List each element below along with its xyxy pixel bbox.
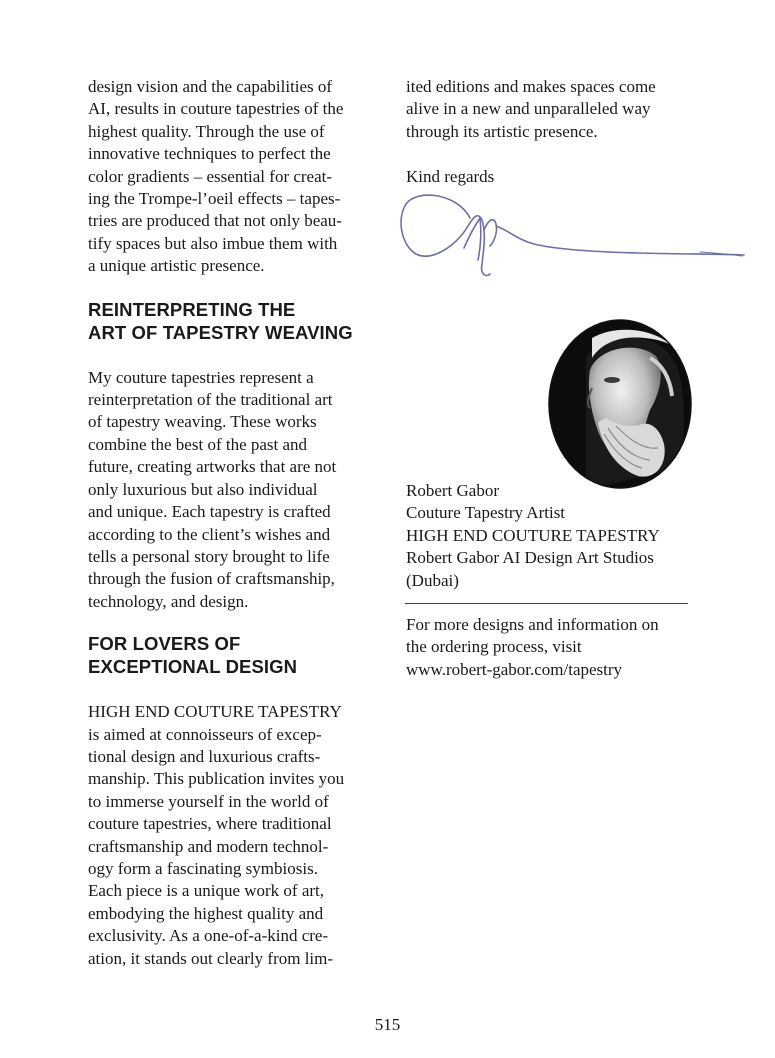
- left-column: [88, 76, 372, 970]
- text-line: For more designs and information on: [406, 615, 659, 634]
- text-line: color gradients – essential for creat-: [88, 166, 333, 186]
- text-line: highest quality. Through the use of: [88, 121, 325, 141]
- text-line: a unique artistic presence.: [88, 256, 265, 276]
- more-info: [406, 614, 659, 681]
- text-line: ogy form a fascinating symbiosis.: [88, 858, 318, 878]
- text-line: My couture tapestries represent a: [88, 367, 314, 387]
- intro-paragraph: [88, 76, 372, 278]
- paragraph-gap: [406, 143, 691, 165]
- author-info: [406, 480, 660, 592]
- studio-location: (Dubai): [406, 570, 459, 590]
- text-line: reinterpretation of the traditional art: [88, 390, 333, 410]
- text-line: embodying the highest quality and: [88, 903, 324, 923]
- text-line: through the fusion of craftsmanship,: [88, 569, 335, 589]
- text-line: is aimed at connoisseurs of excep-: [88, 724, 322, 744]
- text-line: through its artistic presence.: [406, 121, 598, 141]
- text-line: tries are produced that not only beau-: [88, 211, 342, 231]
- reinterpreting-paragraph: [88, 367, 372, 613]
- text-line: ation, it stands out clearly from lim-: [88, 948, 334, 968]
- author-portrait: [546, 318, 694, 490]
- section-heading-lovers: [88, 632, 372, 678]
- text-line: ited editions and makes spaces come: [406, 77, 656, 96]
- text-line: technology, and design.: [88, 591, 249, 611]
- website-link[interactable]: www.robert-gabor.com/tapestry: [406, 659, 623, 679]
- publication-name: HIGH END COUTURE TAPESTRY: [406, 525, 660, 545]
- text-line: tells a personal story brought to life: [88, 546, 330, 566]
- text-line: and unique. Each tapestry is crafted: [88, 502, 331, 522]
- text-line: future, creating artworks that are not: [88, 457, 337, 477]
- heading-line: EXCEPTIONAL DESIGN: [88, 656, 298, 678]
- signature-icon: [398, 190, 750, 282]
- text-line: tify spaces but also imbue them with: [88, 233, 338, 253]
- continuation-paragraph: [406, 76, 691, 143]
- text-line: tional design and luxurious crafts-: [88, 746, 321, 766]
- text-line: couture tapestries, where traditional: [88, 814, 332, 834]
- studio-name: Robert Gabor AI Design Art Studios: [406, 548, 654, 568]
- page-number: 515: [374, 1015, 401, 1034]
- text-line: the ordering process, visit: [406, 637, 582, 657]
- text-line: of tapestry weaving. These works: [88, 412, 317, 432]
- closing-text: Kind regards: [406, 166, 495, 186]
- text-line: innovative techniques to perfect the: [88, 144, 331, 164]
- author-name: Robert Gabor: [406, 481, 500, 500]
- text-line: according to the client’s wishes and: [88, 524, 331, 544]
- heading-line: FOR LOVERS OF: [88, 633, 241, 655]
- author-title: Couture Tapestry Artist: [406, 503, 566, 523]
- heading-line: ART OF TAPESTRY WEAVING: [88, 321, 353, 343]
- text-line: alive in a new and unparalleled way: [406, 99, 651, 119]
- text-line: only luxurious but also individual: [88, 479, 318, 499]
- text-line: Each piece is a unique work of art,: [88, 881, 325, 901]
- text-line: design vision and the capabilities of: [88, 77, 333, 96]
- text-line: HIGH END COUTURE TAPESTRY: [88, 702, 342, 722]
- divider: [405, 603, 688, 604]
- text-line: exclusivity. As a one-of-a-kind cre-: [88, 926, 329, 946]
- text-line: AI, results in couture tapestries of the: [88, 99, 344, 119]
- section-heading-reinterpreting: [88, 298, 372, 344]
- text-line: craftsmanship and modern technol-: [88, 836, 329, 856]
- right-column: [406, 76, 691, 282]
- text-line: combine the best of the past and: [88, 434, 308, 454]
- text-line: ing the Trompe-l’oeil effects – tapes-: [88, 189, 341, 209]
- lovers-paragraph: [88, 701, 372, 970]
- heading-line: REINTERPRETING THE: [88, 298, 296, 320]
- text-line: to immerse yourself in the world of: [88, 791, 329, 811]
- text-line: manship. This publication invites you: [88, 769, 345, 789]
